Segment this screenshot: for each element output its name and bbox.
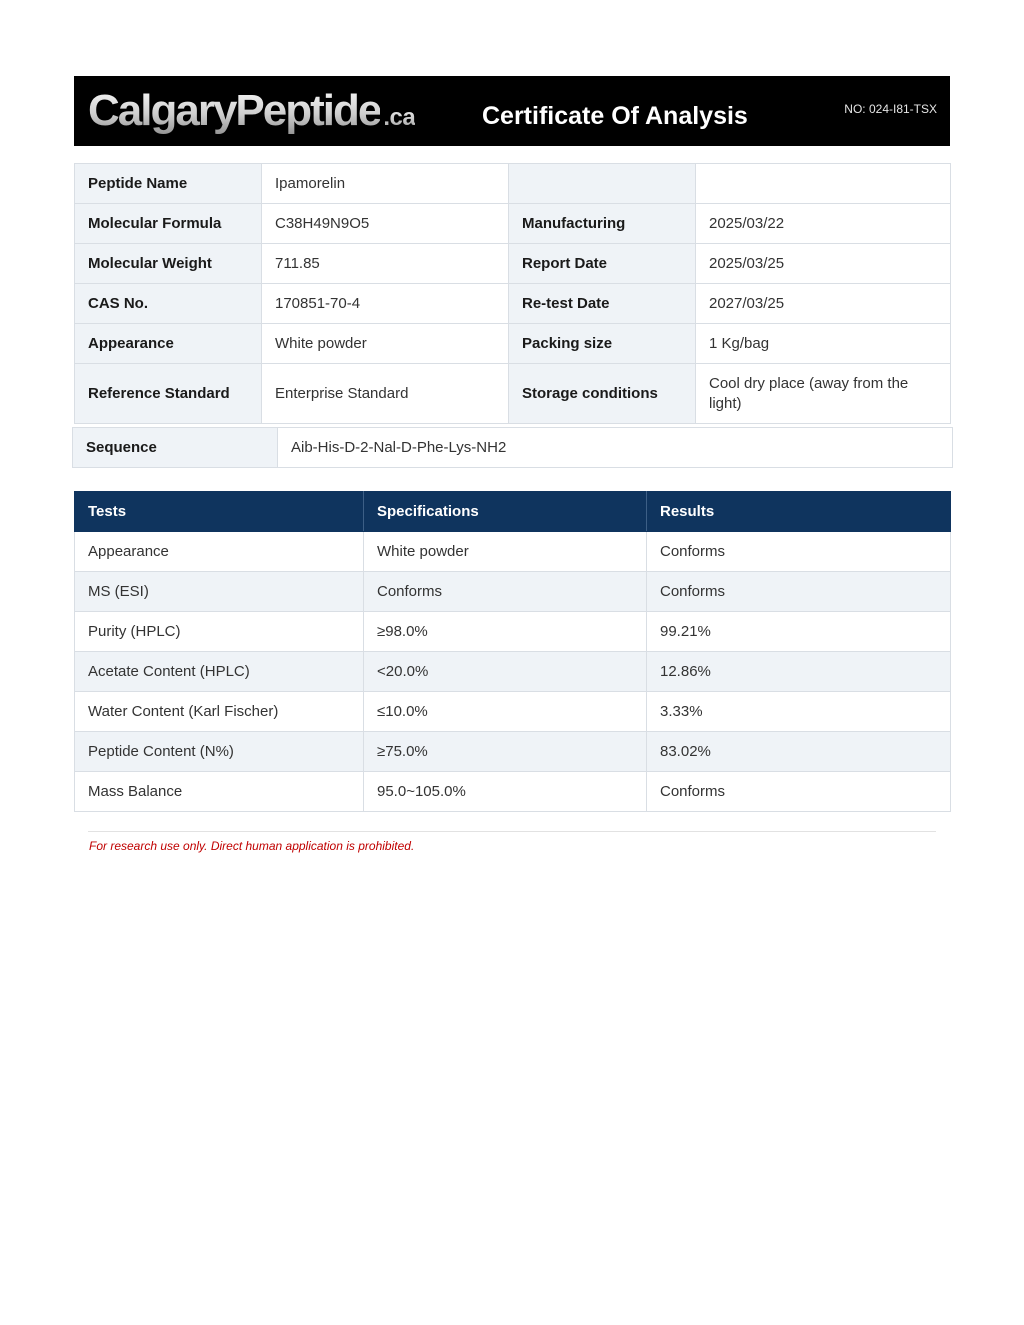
test-specification: ≥75.0% [364,732,647,772]
info-row [75,244,951,284]
footer-divider [88,831,936,832]
empty-value-cell [696,164,951,204]
empty-label-cell [509,164,696,204]
test-specification: Conforms [364,572,647,612]
test-result: 99.21% [647,612,951,652]
table-header-row [75,492,951,532]
info-row [75,204,951,244]
logo-ext-text: .ca [383,104,416,131]
test-name: Appearance [75,532,364,572]
reference-standard-value: Enterprise Standard [262,364,509,424]
document-title: Certificate Of Analysis [482,102,748,130]
retest-date-value: 2027/03/25 [696,284,951,324]
test-result: Conforms [647,532,951,572]
sequence-label: Sequence [73,428,278,468]
specifications-column-header: Specifications [364,492,647,532]
test-name: Water Content (Karl Fischer) [75,692,364,732]
test-name: Acetate Content (HPLC) [75,652,364,692]
tests-column-header: Tests [75,492,364,532]
test-specification: <20.0% [364,652,647,692]
test-result: 83.02% [647,732,951,772]
appearance-label: Appearance [75,324,262,364]
manufacturing-label: Manufacturing [509,204,696,244]
test-specification: ≤10.0% [364,692,647,732]
appearance-value: White powder [262,324,509,364]
molecular-formula-value: C38H49N9O5 [262,204,509,244]
test-name: Mass Balance [75,772,364,812]
packing-size-value: 1 Kg/bag [696,324,951,364]
test-result: 3.33% [647,692,951,732]
table-row [75,572,951,612]
calgary-peptide-logo [88,84,415,138]
logo-main-text: CalgaryPeptide [88,84,380,138]
packing-size-label: Packing size [509,324,696,364]
info-row [75,164,951,204]
header-banner [74,76,950,146]
document-number: NO: 024-I81-TSX [844,102,937,116]
test-specification: ≥98.0% [364,612,647,652]
cas-no-label: CAS No. [75,284,262,324]
sequence-table [72,427,953,468]
test-name: MS (ESI) [75,572,364,612]
test-result: 12.86% [647,652,951,692]
storage-conditions-label: Storage conditions [509,364,696,424]
table-row [75,692,951,732]
results-column-header: Results [647,492,951,532]
peptide-name-value: Ipamorelin [262,164,509,204]
table-row [75,772,951,812]
table-row [75,532,951,572]
storage-conditions-value: Cool dry place (away from the light) [696,364,951,424]
manufacturing-value: 2025/03/22 [696,204,951,244]
test-specification: White powder [364,532,647,572]
test-name: Purity (HPLC) [75,612,364,652]
test-name: Peptide Content (N%) [75,732,364,772]
molecular-weight-value: 711.85 [262,244,509,284]
sequence-value: Aib-His-D-2-Nal-D-Phe-Lys-NH2 [278,428,953,468]
report-date-label: Report Date [509,244,696,284]
report-date-value: 2025/03/25 [696,244,951,284]
table-row [75,612,951,652]
molecular-formula-label: Molecular Formula [75,204,262,244]
product-info-table [74,163,951,424]
cas-no-value: 170851-70-4 [262,284,509,324]
reference-standard-label: Reference Standard [75,364,262,424]
table-row [75,652,951,692]
info-row [75,284,951,324]
sequence-row [73,428,953,468]
test-result: Conforms [647,772,951,812]
info-row [75,364,951,424]
info-row [75,324,951,364]
test-result: Conforms [647,572,951,612]
molecular-weight-label: Molecular Weight [75,244,262,284]
test-results-table [74,491,951,812]
peptide-name-label: Peptide Name [75,164,262,204]
table-row [75,732,951,772]
retest-date-label: Re-test Date [509,284,696,324]
test-specification: 95.0~105.0% [364,772,647,812]
research-use-note: For research use only. Direct human application is prohibited. [89,839,415,853]
